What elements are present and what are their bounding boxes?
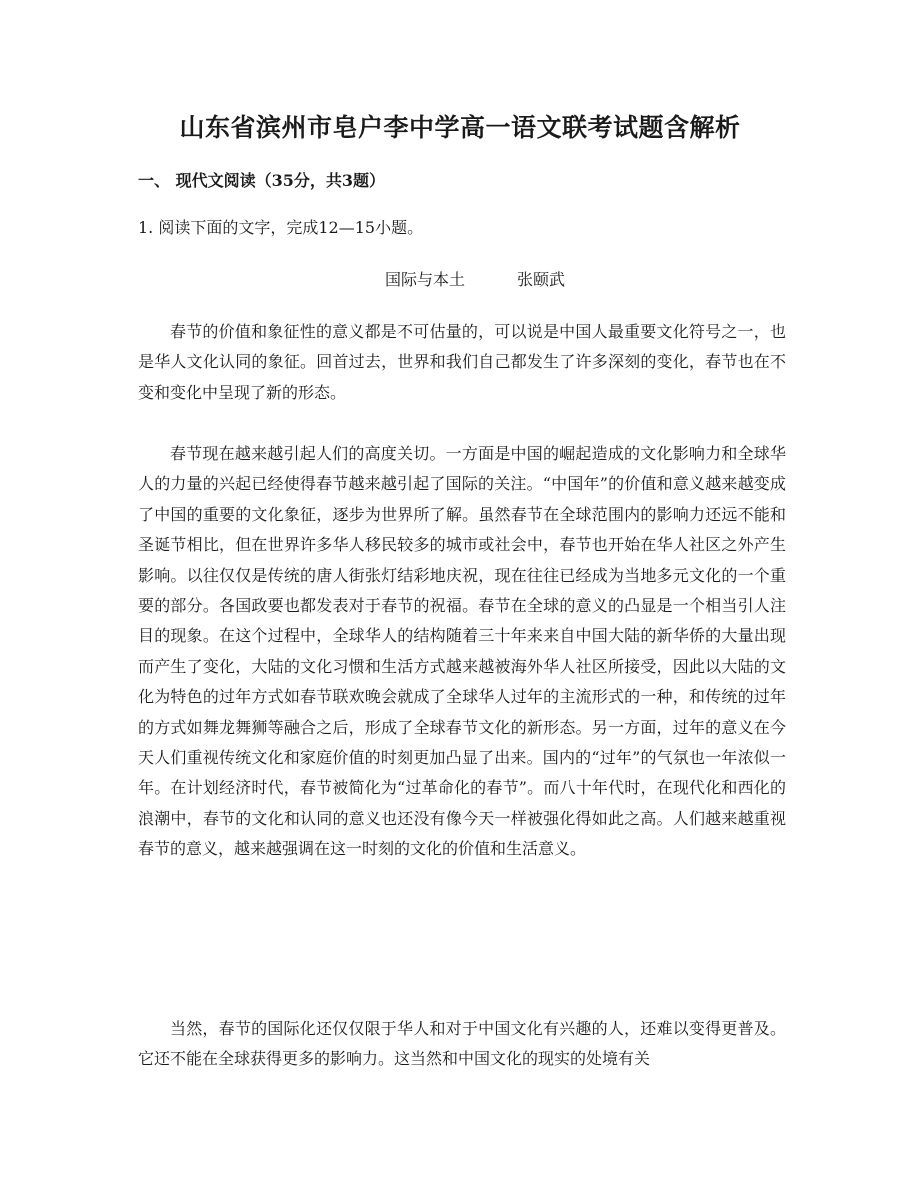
article-header (385, 267, 565, 290)
section-heading: 一、 现代文阅读（35分，共3题） (138, 171, 385, 190)
document-title: 山东省滨州市皂户李中学高一语文联考试题含解析 (179, 113, 741, 142)
paragraph-1: 春节的价值和象征性的意义都是不可估量的，可以说是中国人最重要文化符号之一，也是华人文化认同的象征。回首过去，世界和我们自己都发生了许多深刻的变化，春节也在不变和变化中呈现了新的形态。 (138, 322, 786, 402)
paragraph-2: 春节现在越来越引起人们的高度关切。一方面是中国的崛起造成的文化影响力和全球华人的力量的兴起已经使得春节越来越引起了国际的关注。“中国年”的价值和意义越来越变成了中国的重要的文化象征，逐步为世界所了解。虽然春节在全球范围内的影响力还远不能和圣诞节相比，但在世界许多华人移民较多的城市或社会中，春节也开始在华人社区之外产生影响。以往仅仅是传统的唐人街张灯结彩地庆祝，现在往往已经成为当地多元文化的一个重要的部分。各国政要也都发表对于春节的祝福。春节在全球的意义的凸显是一个相当引人注目的现象。在这个过程中，全球华人的结构随着三十年来来自中国大陆的新华侨的大量出现而产生了变化，大陆的文化习惯和生活方式越来越被海外华人社区所接受，因此以大陆的文化为特色的过年方式如春节联欢晚会就成了全球华人过年的主流形式的一种，和传统的过年的方式如舞龙舞狮等融合之后，形成了全球春节文化的新形态。另一方面，过年的意义在今天人们重视传统文化和家庭价值的时刻更加凸显了出来。国内的“过年”的气氛也一年浓似一年。在计划经济时代，春节被简化为“过革命化的春节”。而八十年代时，在现代化和西化的浪潮中，春节的文化和认同的意义也还没有像今天一样被强化得如此之高。人们越来越重视春节的意义，越来越强调在这一时刻的文化的价值和生活意义。 (138, 444, 786, 859)
article-title: 国际与本土 (385, 270, 466, 289)
question-intro: 1. 阅读下面的文字，完成12—15小题。 (138, 218, 424, 237)
paragraph-3: 当然，春节的国际化还仅仅限于华人和对于中国文化有兴趣的人，还难以变得更普及。它还不能在全球获得更多的影响力。这当然和中国文化的现实的处境有关 (138, 1019, 786, 1069)
article-author: 张颐武 (517, 270, 566, 289)
